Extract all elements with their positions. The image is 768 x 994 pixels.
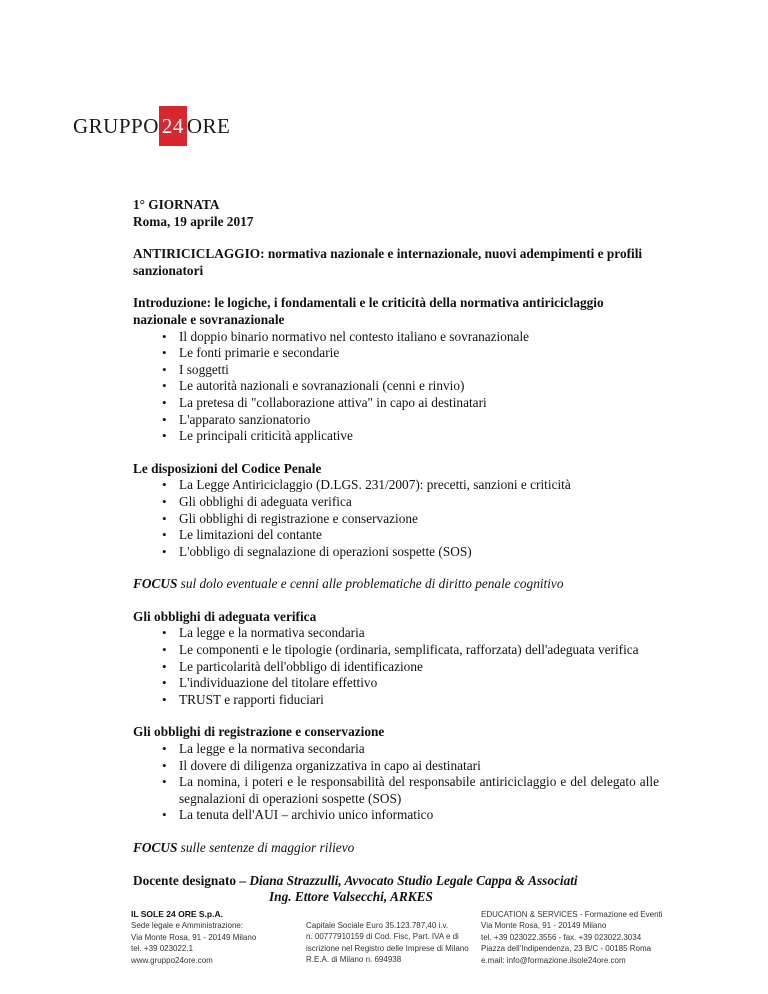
focus-note (133, 576, 659, 593)
section-registrazione (133, 724, 659, 824)
list-item: • Le fonti primarie e secondarie (179, 345, 659, 362)
list-item: • Le limitazioni del contante (179, 527, 659, 544)
bullet-list (133, 477, 659, 560)
footer-line: iscrizione nel Registro delle Imprese di Milano (306, 943, 469, 953)
section-adeguata-verifica (133, 609, 659, 709)
list-item: • Il doppio binario normativo nel contesto italiano e sovranazionale (179, 329, 659, 346)
list-item: • Le particolarità dell'obbligo di identificazione (179, 659, 659, 676)
list-item: • La nomina, i poteri e le responsabilità del responsabile antiriciclaggio e del delegato alle segnalazioni di operazioni sospette (SOS) (179, 774, 659, 807)
footer-line: EDUCATION & SERVICES - Formazione ed Eventi (481, 910, 663, 919)
section-intro (133, 295, 659, 444)
footer-line: tel. +39 023022.3556 - fax. +39 023022.3034 (481, 932, 642, 942)
list-item: • Le principali criticità applicative (179, 428, 659, 445)
footer-email: e.mail: info@formazione.ilsole24ore.com (481, 955, 626, 965)
logo-text-left: GRUPPO (73, 113, 159, 138)
page-footer (131, 909, 671, 966)
section-title: Gli obblighi di adeguata verifica (133, 608, 317, 624)
footer-education (481, 909, 671, 966)
list-item: • L'individuazione del titolare effettivo (179, 675, 659, 692)
section-title: Le disposizioni del Codice Penale (133, 460, 322, 476)
company-logo (73, 106, 230, 146)
docente-name: Diana Strazzulli, Avvocato Studio Legale Cappa & Associati (249, 872, 578, 888)
list-item: • Le autorità nazionali e sovranazionali (cenni e rinvio) (179, 378, 659, 395)
bullet-list (133, 741, 659, 824)
course-title: ANTIRICICLAGGIO: normativa nazionale e internazionale, nuovi adempimenti e profili sanzionatori (133, 246, 643, 278)
docente-name-2: Ing. Ettore Valsecchi, ARKES (269, 889, 433, 905)
section-title: Introduzione: le logiche, i fondamentali e le criticità della normativa antiriciclaggio nazionale e sovranazionale (133, 295, 604, 327)
footer-line: tel. +39 023022.1 (131, 944, 194, 954)
list-item: • TRUST e rapporti fiduciari (179, 692, 659, 709)
focus-label: FOCUS (133, 840, 178, 855)
list-item: • Il dovere di diligenza organizzativa in capo ai destinatari (179, 758, 659, 775)
list-item: • La legge e la normativa secondaria (179, 625, 659, 642)
list-item: • Le componenti e le tipologie (ordinaria, semplificata, rafforzata) dell'adeguata verifica (179, 642, 659, 659)
footer-line: R.E.A. di Milano n. 694938 (306, 955, 402, 965)
footer-company (131, 909, 306, 966)
focus-label: FOCUS (133, 576, 178, 592)
footer-line: n. 00777910159 di Cod. Fisc, Part. IVA e di (306, 932, 459, 942)
list-item: • La pretesa di "collaborazione attiva" in capo ai destinatari (179, 395, 659, 412)
footer-website: www.gruppo24ore.com (131, 955, 213, 965)
list-item: • Gli obblighi di adeguata verifica (179, 494, 659, 511)
logo-badge: 24 (159, 106, 187, 146)
focus-note (133, 840, 659, 857)
logo-text-right: ORE (186, 113, 231, 138)
focus-text: sul dolo eventuale e cenni alle problematiche di diritto penale cognitivo (177, 576, 564, 592)
list-item: • La tenuta dell'AUI – archivio unico informatico (179, 807, 659, 824)
list-item: • L'obbligo di segnalazione di operazioni sospette (SOS) (179, 544, 659, 561)
footer-line: Via Monte Rosa, 91 - 20149 Milano (481, 921, 607, 931)
footer-line: Piazza dell'Indipendenza, 23 B/C - 00185 Roma (481, 944, 652, 954)
list-item: • La Legge Antiriciclaggio (D.LGS. 231/2007): precetti, sanzioni e criticità (179, 477, 659, 494)
docente-line (133, 873, 659, 890)
footer-legal (306, 909, 481, 966)
bullet-list (133, 625, 659, 708)
list-item: • La legge e la normativa secondaria (179, 741, 659, 758)
docente-label: Docente designato – (133, 872, 250, 888)
list-item: • L'apparato sanzionatorio (179, 412, 659, 429)
list-item: • Gli obblighi di registrazione e conservazione (179, 511, 659, 528)
list-item: • I soggetti (179, 362, 659, 379)
footer-line: Capitale Sociale Euro 35.123.787,40 i.v. (306, 921, 449, 930)
section-codice-penale (133, 461, 659, 561)
day-heading: 1° GIORNATA (133, 197, 220, 212)
footer-company-name: IL SOLE 24 ORE S.p.A. (131, 909, 223, 919)
footer-line: Via Monte Rosa, 91 - 20149 Milano (131, 932, 257, 942)
footer-line: Sede legale e Amministrazione: (131, 921, 244, 931)
bullet-list (133, 329, 659, 445)
section-title: Gli obblighi di registrazione e conservazione (133, 724, 385, 740)
focus-text: sulle sentenze di maggior rilievo (177, 840, 355, 855)
place-date: Roma, 19 aprile 2017 (133, 213, 254, 229)
document-body (133, 197, 659, 906)
